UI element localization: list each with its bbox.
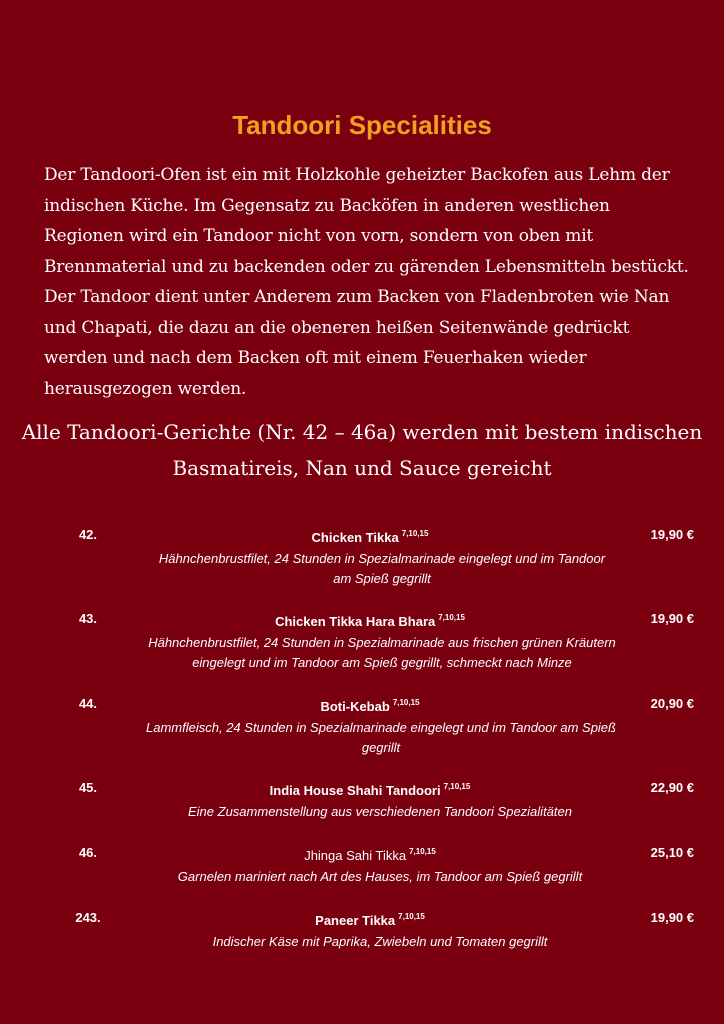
item-number: 45.	[78, 780, 98, 795]
item-name	[130, 529, 610, 545]
item-description: Hähnchenbrustfilet, 24 Stunden in Spezialmarinade eingelegt und im Tandoor am Spieß gegrillt	[158, 551, 606, 586]
item-description: Eine Zusammenstellung aus verschiedenen Tandoori Spezialitäten	[188, 804, 572, 819]
item-allergens: 7,10,15	[401, 529, 429, 538]
item-description: Lammfleisch, 24 Stunden in Spezialmarinade eingelegt und im Tandoor am Spieß gegrillt	[146, 720, 616, 755]
item-number: 44.	[78, 696, 98, 711]
item-name-text: Jhinga Sahi Tikka	[304, 848, 407, 863]
item-allergens: 7,10,15	[443, 782, 471, 791]
item-number: 243.	[75, 910, 101, 925]
item-number: 46.	[78, 845, 98, 860]
item-price: 19,90 €	[650, 527, 694, 542]
item-name	[130, 782, 610, 798]
item-price: 19,90 €	[650, 910, 694, 925]
item-price: 19,90 €	[650, 611, 694, 626]
item-name	[130, 847, 610, 863]
item-description: Hähnchenbrustfilet, 24 Stunden in Spezialmarinade aus frischen grünen Kräutern eingelegt und im Tandoor am Spieß gegrillt, schmeckt nach Minze	[148, 635, 616, 670]
item-name	[130, 698, 610, 714]
item-price: 20,90 €	[650, 696, 694, 711]
item-description: Indischer Käse mit Paprika, Zwiebeln und Tomaten gegrillt	[212, 934, 548, 949]
item-allergens: 7,10,15	[392, 698, 420, 707]
item-number: 42.	[78, 527, 98, 542]
item-name-text: India House Shahi Tandoori	[269, 783, 441, 798]
serving-note: Alle Tandoori-Gerichte (Nr. 42 – 46a) werden mit bestem indischen Basmatireis, Nan und Sauce gereicht	[21, 420, 703, 480]
item-price: 22,90 €	[650, 780, 694, 795]
item-name-text: Paneer Tikka	[315, 913, 396, 928]
item-name-text: Boti-Kebab	[320, 699, 390, 714]
item-name-text: Chicken Tikka Hara Bhara	[275, 614, 436, 629]
item-price: 25,10 €	[650, 845, 694, 860]
item-name	[130, 613, 610, 629]
item-allergens: 7,10,15	[398, 912, 425, 921]
page-title: Tandoori Specialities	[232, 110, 492, 140]
item-description: Garnelen mariniert nach Art des Hauses, im Tandoor am Spieß gegrillt	[177, 869, 583, 884]
item-number: 43.	[78, 611, 98, 626]
item-name-text: Chicken Tikka	[311, 530, 399, 545]
intro-paragraph: Der Tandoori-Ofen ist ein mit Holzkohle geheizter Backofen aus Lehm der indischen Küche. Im Gegensatz zu Backöfen in anderen westlichen Regionen wird ein Tandoor nicht von vorn, sondern von oben mit Brennmaterial und zu backenden oder zu gärenden Lebensmitteln bestückt. Der Tandoor dient unter Anderem zum Backen von Fladenbroten wie Nan und Chapati, die dazu an die obeneren heißen Seitenwände gedrückt werden und nach dem Backen oft mit einem Feuerhaken wieder herausgezogen werden.	[44, 165, 689, 399]
item-name	[130, 912, 610, 928]
item-allergens: 7,10,15	[409, 847, 436, 856]
item-allergens: 7,10,15	[438, 613, 465, 622]
